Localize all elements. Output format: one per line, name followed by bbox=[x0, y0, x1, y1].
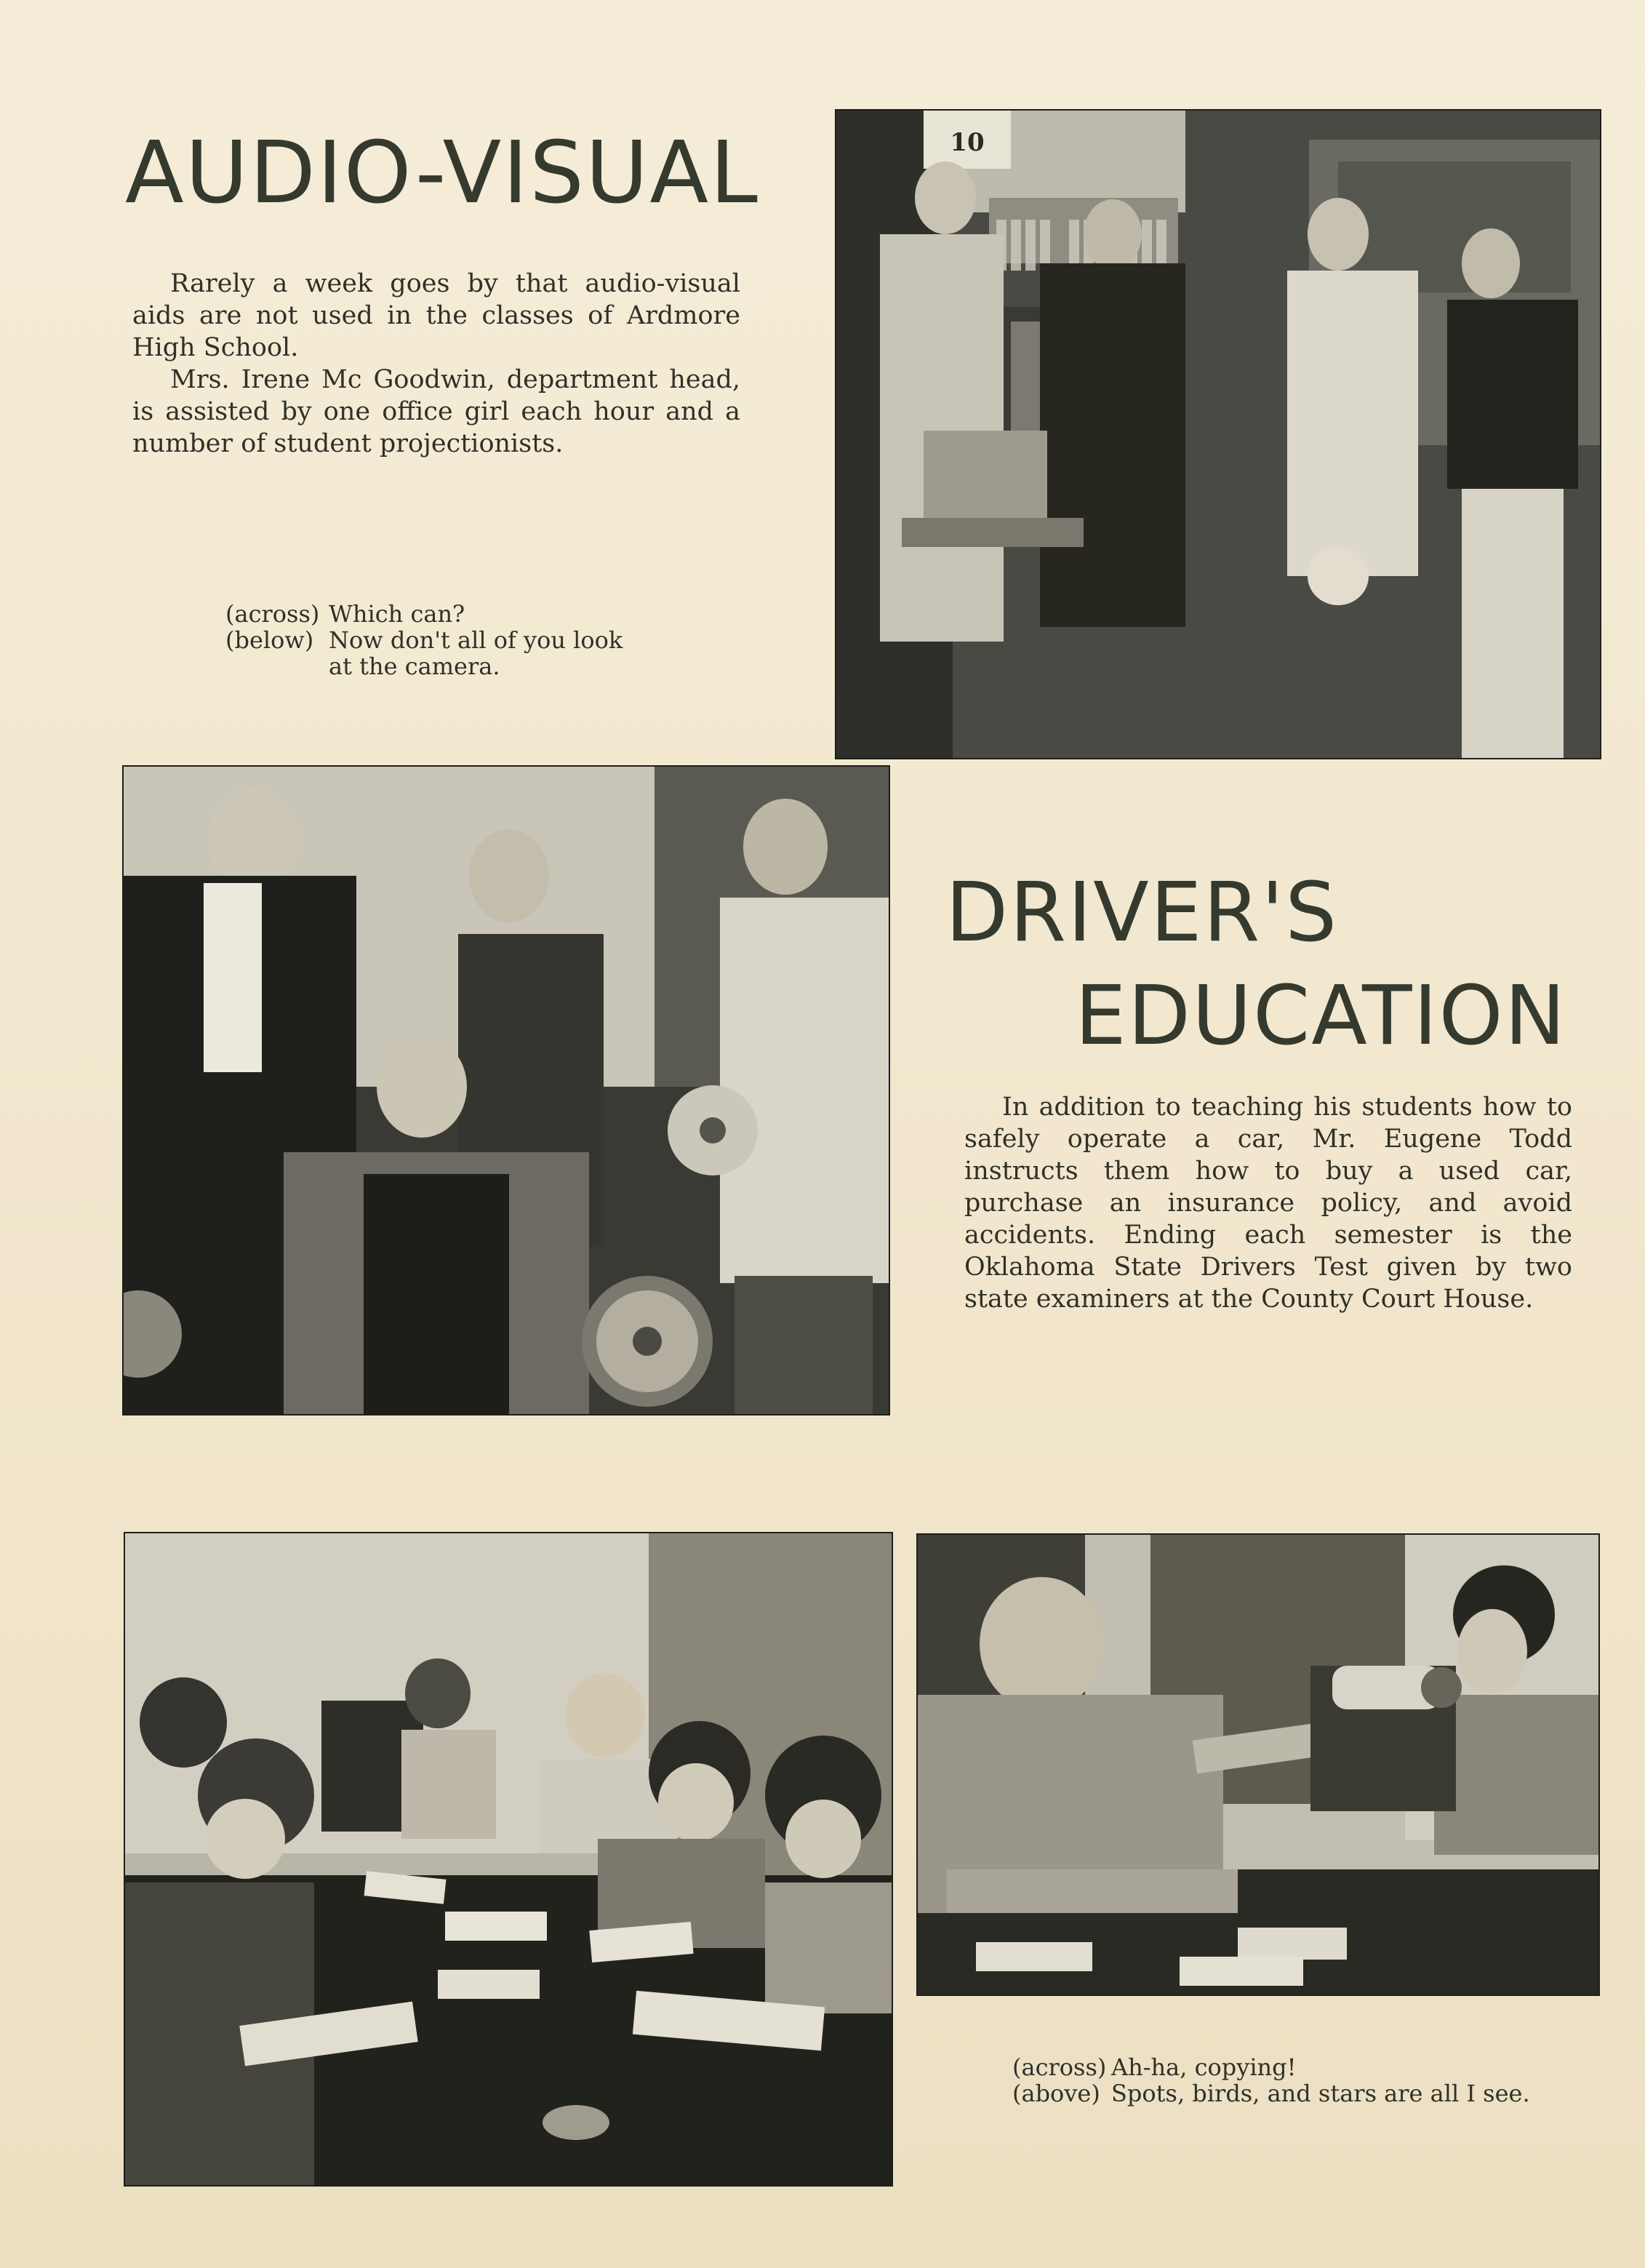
projectionists-photo bbox=[122, 765, 890, 1415]
film-library-photo bbox=[835, 109, 1601, 759]
caption-tag: (above) bbox=[1012, 2080, 1100, 2107]
caption-line bbox=[1012, 2080, 1530, 2107]
caption-line bbox=[225, 627, 623, 653]
audio-visual-paragraph-1: Rarely a week goes by that audio-visual aids are not used in the classes of Ardmore High School. bbox=[132, 269, 740, 362]
drivers-education-paragraph: In addition to teaching his students how to safely operate a car, Mr. Eugene Todd instructs them how to buy a used car, purchase an insurance policy, and avoid accidents. Ending each semester is the Oklahoma State Drivers Test given by two state examiners at the County Court House. bbox=[964, 1093, 1572, 1314]
caption-tag: (below) bbox=[225, 626, 314, 654]
room-number-sign: 10 bbox=[950, 128, 985, 157]
caption-text: Now don't all of you look bbox=[329, 626, 623, 654]
vision-test-photo bbox=[916, 1533, 1600, 1996]
caption-line bbox=[225, 653, 623, 679]
audio-visual-body bbox=[132, 268, 740, 460]
caption-text: at the camera. bbox=[329, 652, 500, 680]
drivers-education-body bbox=[964, 1091, 1572, 1315]
caption-text: Which can? bbox=[329, 600, 465, 628]
caption-line bbox=[225, 601, 623, 627]
caption-tag bbox=[225, 653, 329, 679]
caption-text: Spots, birds, and stars are all I see. bbox=[1111, 2080, 1530, 2107]
audio-visual-title: AUDIO-VISUAL bbox=[125, 122, 759, 223]
caption-tag: (across) bbox=[225, 600, 320, 628]
drivers-education-captions bbox=[1012, 2054, 1530, 2107]
drivers-education-title-line-2: EDUCATION bbox=[1075, 969, 1567, 1063]
caption-tag: (across) bbox=[1012, 2053, 1107, 2081]
students-copying-photo bbox=[124, 1532, 893, 2187]
caption-text: Ah-ha, copying! bbox=[1111, 2053, 1297, 2081]
audio-visual-paragraph-2: Mrs. Irene Mc Goodwin, department head, is assisted by one office girl each hour and a number of student projectionists. bbox=[132, 365, 740, 458]
drivers-education-title-line-1: DRIVER'S bbox=[945, 866, 1339, 960]
caption-line bbox=[1012, 2054, 1530, 2080]
audio-visual-captions bbox=[225, 601, 623, 679]
